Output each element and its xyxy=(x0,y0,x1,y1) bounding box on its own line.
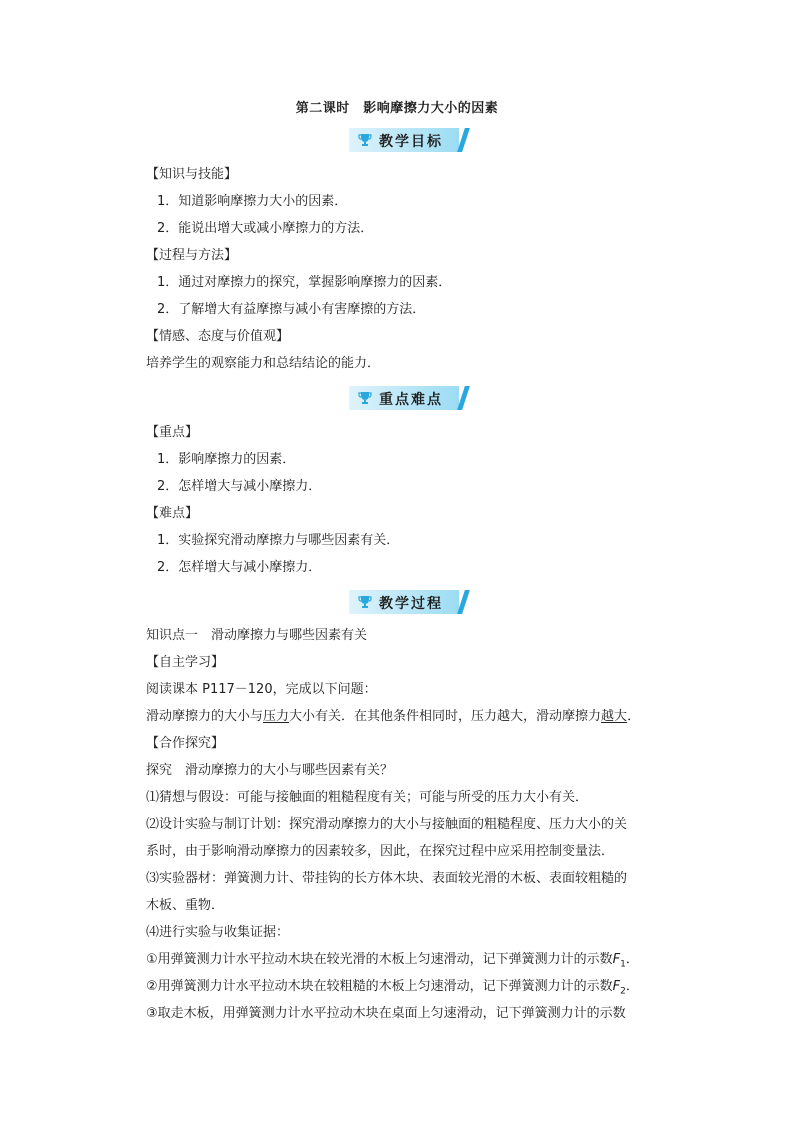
emotion-heading: 【情感、态度与价值观】 xyxy=(146,329,290,344)
sub-step-text: ③取走木板，用弹簧测力计水平拉动木块在桌面上匀速滑动，记下弹簧测力计的示数 xyxy=(146,1006,626,1021)
step-text: ⑵设计实验与制订计划：探究滑动摩擦力的大小与接触面的粗糙程度、压力大小的关 xyxy=(146,817,628,832)
list-item: 1．通过对摩擦力的探究，掌握影响摩擦力的因素． xyxy=(157,275,452,290)
step-text: 木板、重物． xyxy=(146,898,225,913)
trophy-icon xyxy=(358,391,372,405)
section-banner-goals xyxy=(349,128,467,152)
knowledge-heading: 【知识与技能】 xyxy=(146,167,238,182)
step-text: 系时，由于影响滑动摩擦力的因素较多，因此，在探究过程中应采用控制变量法． xyxy=(146,844,615,859)
difficulty-heading: 【难点】 xyxy=(146,506,199,521)
banner-label: 教学目标 xyxy=(379,134,443,150)
self-study-heading: 【自主学习】 xyxy=(146,655,225,670)
section-banner-key-points xyxy=(349,386,467,410)
reading-instruction: 阅读课本 P117－120，完成以下问题： xyxy=(146,682,377,697)
list-item: 1．影响摩擦力的因素． xyxy=(157,452,296,467)
coop-heading: 【合作探究】 xyxy=(146,736,225,751)
list-item: 2．怎样增大与减小摩擦力． xyxy=(157,479,322,494)
trophy-icon xyxy=(358,133,372,147)
sub-step-text: ①用弹簧测力计水平拉动木块在较光滑的木板上匀速滑动，记下弹簧测力计的示数$F_1$． xyxy=(146,952,639,970)
answer-blank: 越大 xyxy=(601,709,628,724)
page-title: 第二课时 影响摩擦力大小的因素 xyxy=(295,101,499,116)
list-item: 2．了解增大有益摩擦与减小有害摩擦的方法． xyxy=(157,302,426,317)
sub-step-text: ②用弹簧测力计水平拉动木块在较粗糙的木板上匀速滑动，记下弹簧测力计的示数$F_2$． xyxy=(146,979,639,997)
answer-blank: 压力 xyxy=(263,709,290,724)
list-item: 1．知道影响摩擦力大小的因素． xyxy=(157,194,348,209)
knowledge-point-title: 知识点一 滑动摩擦力与哪些因素有关 xyxy=(146,628,368,643)
fill-in-sentence: 滑动摩擦力的大小与压力大小有关．在其他条件相同时，压力越大，滑动摩擦力越大． xyxy=(146,709,641,724)
banner-label: 教学过程 xyxy=(379,596,443,612)
banner-label: 重点难点 xyxy=(379,392,443,408)
explore-question: 探究 滑动摩擦力的大小与哪些因素有关？ xyxy=(146,763,394,778)
trophy-icon xyxy=(358,595,372,609)
list-item: 1．实验探究滑动摩擦力与哪些因素有关． xyxy=(157,533,400,548)
step-text: ⑷进行实验与收集证据： xyxy=(146,925,290,940)
focus-heading: 【重点】 xyxy=(146,425,199,440)
section-banner-process xyxy=(349,590,467,614)
list-item: 2．怎样增大与减小摩擦力． xyxy=(157,560,322,575)
list-item: 2．能说出增大或减小摩擦力的方法． xyxy=(157,221,374,236)
emotion-text: 培养学生的观察能力和总结结论的能力． xyxy=(146,356,381,371)
process-method-heading: 【过程与方法】 xyxy=(146,248,238,263)
step-text: ⑴猜想与假设：可能与接触面的粗糙程度有关；可能与所受的压力大小有关． xyxy=(146,790,589,805)
step-text: ⑶实验器材：弹簧测力计、带挂钩的长方体木块、表面较光滑的木板、表面较粗糙的 xyxy=(146,871,628,886)
